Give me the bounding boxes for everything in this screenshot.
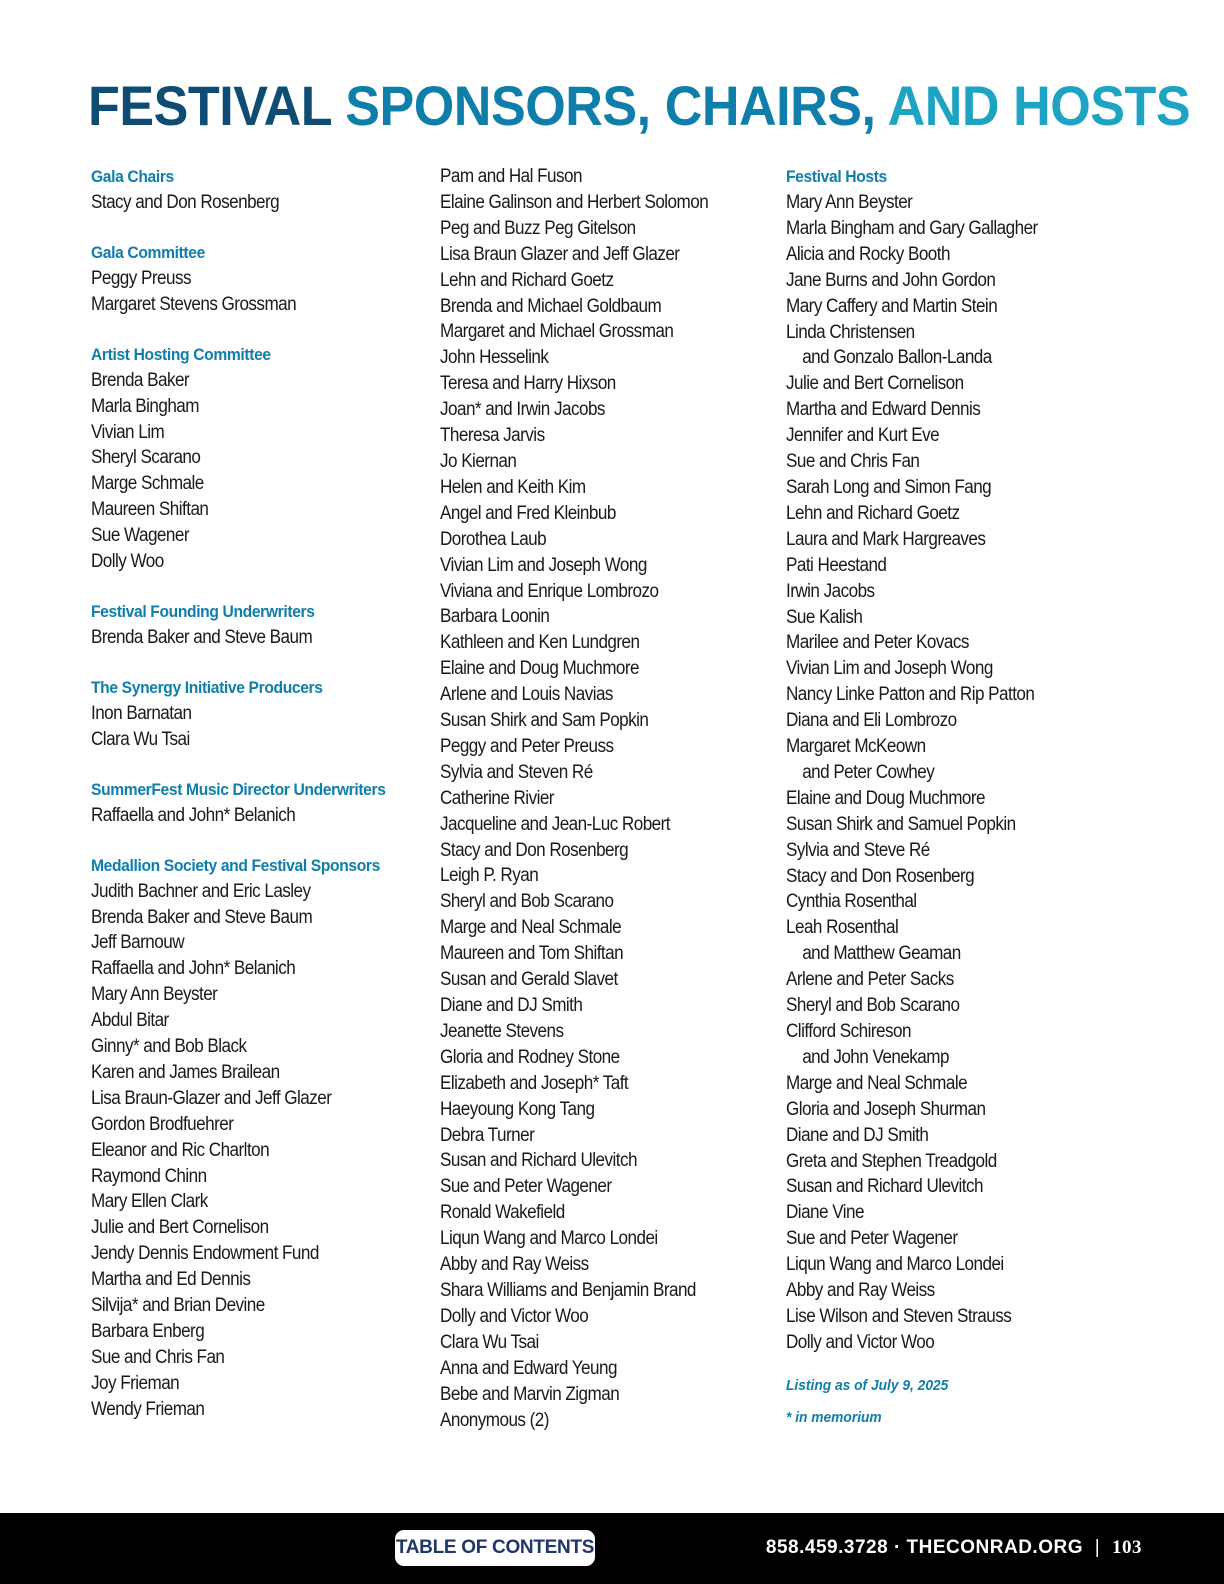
sponsor-name: Dolly Woo [91,551,164,573]
sponsor-name: Clara Wu Tsai [91,728,190,750]
sponsor-name: Wendy Frieman [91,1398,205,1420]
sponsor-name: Raffaella and John* Belanich [91,958,296,980]
host-name: Sheryl and Bob Scarano [786,995,960,1017]
sponsor-name: Anonymous (2) [440,1409,549,1431]
sponsor-name: Gordon Brodfuehrer [91,1113,234,1135]
sponsor-name: Kathleen and Ken Lundgren [440,632,640,654]
title-part-3: AND HOSTS [887,74,1191,137]
host-name: Mary Caffery and Martin Stein [786,295,998,317]
host-name: Martha and Edward Dennis [786,399,981,421]
host-name: Alicia and Rocky Booth [786,243,950,265]
section-artist-hosting-committee [91,342,411,575]
title-part-2: SPONSORS, CHAIRS, [345,74,876,137]
host-name: Irwin Jacobs [786,580,875,602]
sponsor-name: Karen and James Brailean [91,1061,280,1083]
sponsor-name: Brenda and Michael Goldbaum [440,295,662,317]
footer-divider: | [1094,1537,1101,1558]
section-summerfest-music-director-underwriters [91,777,411,829]
sponsor-name: Stacy and Don Rosenberg [91,192,280,213]
host-name: Jane Burns and John Gordon [786,269,996,291]
host-name: Vivian Lim and Joseph Wong [786,658,993,680]
sponsor-name: Sue and Peter Wagener [440,1176,612,1198]
section-heading: SummerFest Music Director Underwriters [91,779,386,799]
section-heading: The Synergy Initiative Producers [91,677,323,697]
host-name: Sue Kalish [786,606,863,628]
footer-dot: · [893,1537,901,1558]
sponsor-name: Barbara Enberg [91,1321,205,1342]
host-name: Jennifer and Kurt Eve [786,425,940,447]
host-name: Lehn and Richard Goetz [786,502,960,524]
sponsor-name: Shara Williams and Benjamin Brand [440,1279,696,1301]
sponsor-name: Marge and Neal Schmale [440,917,622,939]
sponsor-name: Vivian Lim and Joseph Wong [440,554,647,576]
sponsor-name: Susan Shirk and Sam Popkin [440,710,649,732]
host-name: Susan and Richard Ulevitch [786,1176,983,1198]
host-name: Margaret McKeown [786,736,926,758]
section-festival-founding-underwriters [91,599,411,651]
sponsor-name: Brenda Baker and Steve Baum [91,906,313,928]
section-heading: Festival Founding Underwriters [91,601,315,621]
sponsor-name: Peggy Preuss [91,267,191,289]
host-name: Pati Heestand [786,554,887,576]
sponsor-name: Liqun Wang and Marco Londei [440,1228,658,1250]
host-name: Diana and Eli Lombrozo [786,710,957,732]
sponsor-name: Viviana and Enrique Lombrozo [440,580,659,602]
section-the-synergy-initiative-producers [91,675,411,753]
page-title [88,74,1191,137]
sponsor-name: Arlene and Louis Navias [440,684,613,706]
sponsor-name: Abdul Bitar [91,1010,169,1032]
memoriam-note: * in memorium [786,1409,882,1426]
section-gala-committee [91,240,411,318]
section-heading: Medallion Society and Festival Sponsors [91,855,380,875]
sponsor-name: Lisa Braun-Glazer and Jeff Glazer [91,1087,332,1109]
listing-date-note: Listing as of July 9, 2025 [786,1377,949,1394]
sponsor-name: Sue Wagener [91,525,190,547]
sponsor-name: Diane and DJ Smith [440,995,583,1016]
sponsor-name: Ginny* and Bob Black [91,1036,247,1058]
sponsor-name: Margaret and Michael Grossman [440,321,674,343]
sponsor-name: Haeyoung Kong Tang [440,1098,595,1120]
sponsor-name: Sue and Chris Fan [91,1346,225,1368]
host-name: Elaine and Doug Muchmore [786,787,986,809]
host-name: Leah Rosenthal [786,917,899,939]
host-name: Diane Vine [786,1202,864,1224]
sponsor-name: Anna and Edward Yeung [440,1357,617,1379]
host-name: Cynthia Rosenthal [786,891,917,913]
page-number: 103 [1112,1537,1142,1558]
sponsor-name: Susan and Gerald Slavet [440,969,618,991]
sponsor-name: Elaine and Doug Muchmore [440,658,640,680]
host-name: Dolly and Victor Woo [786,1331,935,1353]
sponsor-name: John Hesselink [440,347,549,369]
sponsor-name: Angel and Fred Kleinbub [440,502,616,524]
sponsor-name: Sheryl and Bob Scarano [440,891,614,913]
section-heading-festival-hosts: Festival Hosts [786,167,887,186]
sponsor-name: Leigh P. Ryan [440,865,539,887]
sponsor-name: Jo Kiernan [440,450,517,472]
sponsor-name: Jacqueline and Jean-Luc Robert [440,813,671,835]
host-name: Susan Shirk and Samuel Popkin [786,813,1016,835]
host-name: Sarah Long and Simon Fang [786,476,992,498]
sponsor-name: Abby and Ray Weiss [440,1254,589,1276]
column-2 [440,164,770,1433]
host-name: Laura and Mark Hargreaves [786,528,986,550]
sponsor-name: Clara Wu Tsai [440,1331,539,1353]
sponsor-name: Elaine Galinson and Herbert Solomon [440,191,709,213]
sponsor-name: Debra Turner [440,1124,535,1146]
host-name: Diane and DJ Smith [786,1124,929,1146]
sponsor-name: Raffaella and John* Belanich [91,804,296,826]
title-part-1: FESTIVAL [88,74,332,137]
sponsor-name: Elizabeth and Joseph* Taft [440,1072,629,1094]
sponsor-name: Silvija* and Brian Devine [91,1295,265,1317]
host-name: Arlene and Peter Sacks [786,969,954,991]
sponsor-name: Lisa Braun Glazer and Jeff Glazer [440,243,680,265]
sponsor-name: Marla Bingham [91,395,199,417]
column-1 [91,164,411,1447]
section-medallion-society-and-festival-sponsors [91,853,411,1423]
host-name: Abby and Ray Weiss [786,1280,935,1302]
sponsor-name: Susan and Richard Ulevitch [440,1150,637,1172]
sponsor-name: Mary Ellen Clark [91,1191,208,1213]
table-of-contents-button[interactable]: TABLE OF CONTENTS [395,1530,595,1566]
host-name: Stacy and Don Rosenberg [786,865,975,887]
sponsor-name: Jendy Dennis Endowment Fund [91,1243,319,1265]
sponsor-name: Catherine Rivier [440,787,554,809]
sponsor-name: Teresa and Harry Hixson [440,373,616,395]
sponsor-name: Judith Bachner and Eric Lasley [91,880,311,902]
host-name: Clifford Schireson [786,1021,911,1042]
sponsor-name: Maureen and Tom Shiftan [440,943,624,965]
host-name: and Peter Cowhey [802,761,935,783]
host-name: Gloria and Joseph Shurman [786,1098,986,1120]
sponsor-name: Lehn and Richard Goetz [440,269,614,291]
host-name: and John Venekamp [802,1046,949,1068]
sponsor-name: Gloria and Rodney Stone [440,1046,620,1068]
sponsor-name: Maureen Shiftan [91,499,209,521]
host-name: Marla Bingham and Gary Gallagher [786,217,1038,239]
section-heading: Artist Hosting Committee [91,344,271,364]
sponsor-name: Stacy and Don Rosenberg [440,839,629,861]
section-heading: Gala Committee [91,242,205,262]
host-name: Nancy Linke Patton and Rip Patton [786,684,1035,706]
footer-contact [766,1537,1142,1559]
sponsor-name: Ronald Wakefield [440,1202,565,1224]
sponsor-name: Peg and Buzz Peg Gitelson [440,217,636,239]
sponsor-name: Jeanette Stevens [440,1020,564,1042]
sponsor-name: Joan* and Irwin Jacobs [440,399,605,421]
sponsor-name: Julie and Bert Cornelison [91,1217,269,1239]
sponsor-name: Vivian Lim [91,421,165,443]
host-name: Mary Ann Beyster [786,192,913,213]
footer-phone: 858.459.3728 [765,1537,889,1558]
footer-bar [0,1513,1224,1584]
host-name: Greta and Stephen Treadgold [786,1150,997,1172]
sponsor-name: Sylvia and Steven Ré [440,761,593,783]
sponsor-name: Brenda Baker [91,369,190,391]
sponsor-name: Pam and Hal Fuson [440,166,582,187]
sponsor-name: Raymond Chinn [91,1165,207,1187]
host-name: Marge and Neal Schmale [786,1072,968,1094]
section-heading: Gala Chairs [91,167,174,186]
sponsor-name: Marge Schmale [91,473,204,495]
footer-website-link[interactable]: THECONRAD.ORG [906,1537,1083,1558]
host-name: Sue and Chris Fan [786,451,920,473]
sponsor-name: Bebe and Marvin Zigman [440,1383,620,1405]
sponsor-name: Barbara Loonin [440,606,550,628]
host-name: Linda Christensen [786,321,915,343]
host-name: Sylvia and Steve Ré [786,839,930,861]
host-name: and Gonzalo Ballon-Landa [802,347,992,369]
festival-hosts-list [786,190,1126,1356]
section-gala-chairs [91,164,411,216]
host-name: Lise Wilson and Steven Strauss [786,1305,1012,1327]
sponsor-name: Helen and Keith Kim [440,476,586,498]
sponsor-name: Sheryl Scarano [91,447,201,469]
sponsor-name: Margaret Stevens Grossman [91,293,297,315]
sponsor-name: Eleanor and Ric Charlton [91,1139,270,1161]
sponsor-name: Dolly and Victor Woo [440,1305,589,1327]
host-name: Marilee and Peter Kovacs [786,632,969,654]
host-name: and Matthew Geaman [802,943,961,965]
sponsor-name: Mary Ann Beyster [91,984,218,1006]
host-name: Julie and Bert Cornelison [786,373,964,395]
sponsor-name: Jeff Barnouw [91,932,185,954]
sponsor-name: Theresa Jarvis [440,425,545,447]
sponsor-name: Brenda Baker and Steve Baum [91,626,313,648]
sponsor-name: Inon Barnatan [91,702,192,724]
sponsor-name: Martha and Ed Dennis [91,1269,251,1291]
sponsor-name: Dorothea Laub [440,528,547,550]
host-name: Sue and Peter Wagener [786,1228,958,1250]
host-name: Liqun Wang and Marco Londei [786,1254,1004,1276]
column-3 [786,164,1126,1428]
sponsor-name: Peggy and Peter Preuss [440,735,614,757]
sponsor-name: Joy Frieman [91,1372,180,1394]
